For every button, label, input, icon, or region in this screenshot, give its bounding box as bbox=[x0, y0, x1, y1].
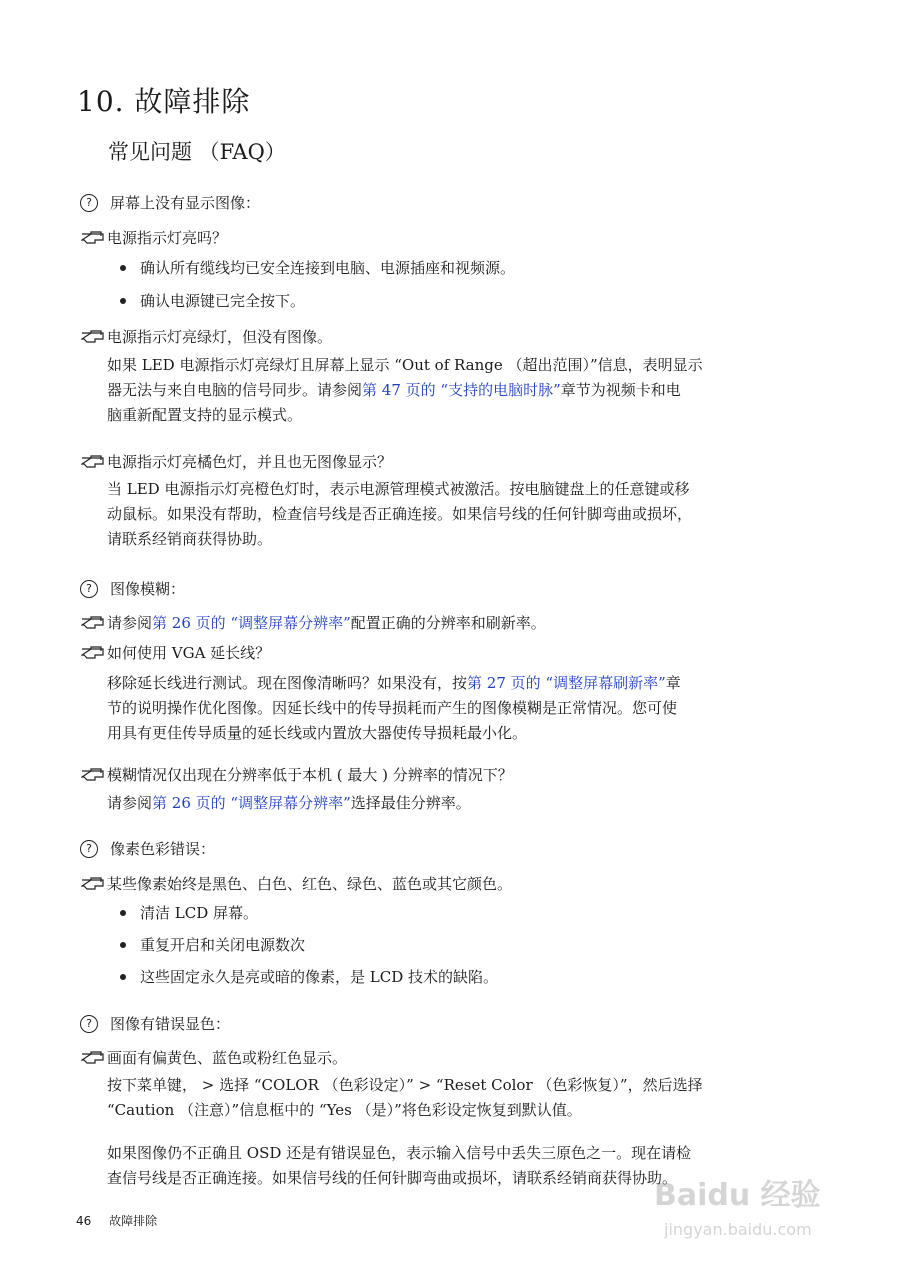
question-circle-icon: ? bbox=[80, 1015, 98, 1033]
question-circle-icon: ? bbox=[80, 194, 98, 212]
hint bbox=[81, 873, 512, 894]
paragraph bbox=[107, 353, 819, 428]
paragraph-line: 请参阅 bbox=[107, 794, 153, 812]
hint-text: 配置正确的分辨率和刷新率。 bbox=[350, 614, 546, 632]
paragraph-line: 选择最佳分辨率。 bbox=[350, 794, 471, 812]
watermark-brand: Baidu 经验 bbox=[654, 1178, 821, 1213]
bullet-text: 清洁 LCD 屏幕。 bbox=[140, 904, 259, 922]
question-circle-icon: ? bbox=[80, 580, 98, 598]
bullet-dot bbox=[120, 910, 126, 916]
hint bbox=[81, 1047, 347, 1068]
hint-text: 如何使用 VGA 延长线？ bbox=[107, 644, 271, 662]
bullet-text: 确认所有缆线均已安全连接到电脑、电源插座和视频源。 bbox=[140, 259, 516, 277]
hint bbox=[81, 642, 270, 663]
hint-text: 画面有偏黄色、蓝色或粉红色显示。 bbox=[107, 1049, 348, 1067]
footer-section: 故障排除 bbox=[109, 1214, 158, 1228]
hint-text: 电源指示灯亮绿灯，但没有图像。 bbox=[107, 328, 333, 346]
question-text: 图像模糊： bbox=[110, 580, 186, 598]
page-link-adjust-resolution[interactable]: 第 26 页的 “调整屏幕分辨率” bbox=[152, 794, 351, 812]
paragraph bbox=[107, 1073, 819, 1123]
paragraph-line: 按下菜单键， > 选择 “COLOR （色彩设定）” > “Reset Color （色彩恢复）”，然后选择 bbox=[107, 1076, 703, 1094]
paragraph-line: 移除延长线进行测试。现在图像清晰吗？如果没有，按 bbox=[107, 674, 468, 692]
bullet-item bbox=[120, 902, 258, 923]
watermark-url: jingyan.baidu.com bbox=[664, 1220, 812, 1239]
question-text: 像素色彩错误： bbox=[110, 840, 216, 858]
bullet-dot bbox=[120, 298, 126, 304]
hint bbox=[81, 764, 513, 785]
pointing-hand-icon bbox=[81, 1051, 105, 1065]
paragraph-line: 用具有更佳传导质量的延长线或内置放大器使传导损耗最小化。 bbox=[107, 724, 528, 742]
paragraph bbox=[107, 477, 819, 552]
paragraph-line: “Caution （注意）”信息框中的 “Yes （是）”将色彩设定恢复到默认值。 bbox=[107, 1101, 582, 1119]
paragraph-line: 节的说明操作优化图像。因延长线中的传导损耗而产生的图像模糊是正常情况。您可使 bbox=[107, 699, 678, 717]
question-text: 屏幕上没有显示图像： bbox=[110, 194, 261, 212]
bullet-dot bbox=[120, 974, 126, 980]
pointing-hand-icon bbox=[81, 330, 105, 344]
page-link-refresh-rate[interactable]: 第 27 页的 “调整屏幕刷新率” bbox=[467, 674, 666, 692]
paragraph-line: 如果图像仍不正确且 OSD 还是有错误显色，表示输入信号中丢失三原色之一。现在请检 bbox=[107, 1144, 692, 1162]
baidu-watermark bbox=[644, 1160, 844, 1250]
paragraph-line: 动鼠标。如果没有帮助，检查信号线是否正确连接。如果信号线的任何针脚弯曲或损坏， bbox=[107, 505, 693, 523]
question-text: 图像有错误显色： bbox=[110, 1015, 231, 1033]
bullet-item bbox=[120, 966, 498, 987]
faq-question bbox=[80, 1013, 230, 1034]
pointing-hand-icon bbox=[81, 768, 105, 782]
bullet-item bbox=[120, 257, 515, 278]
page-link-supported-timing[interactable]: 第 47 页的 “支持的电脑时脉” bbox=[362, 381, 561, 399]
hint bbox=[81, 612, 546, 633]
hint bbox=[81, 227, 227, 248]
paragraph-line: 脑重新配置支持的显示模式。 bbox=[107, 406, 303, 424]
hint-text: 某些像素始终是黑色、白色、红色、绿色、蓝色或其它颜色。 bbox=[107, 875, 513, 893]
pointing-hand-icon bbox=[81, 877, 105, 891]
paragraph-line: 当 LED 电源指示灯亮橙色灯时，表示电源管理模式被激活。按电脑键盘上的任意键或移 bbox=[107, 480, 690, 498]
hint-text: 请参阅 bbox=[107, 614, 153, 632]
hint-text: 模糊情况仅出现在分辨率低于本机 ( 最大 ) 分辨率的情况下？ bbox=[107, 766, 513, 784]
bullet-dot bbox=[120, 265, 126, 271]
pointing-hand-icon bbox=[81, 231, 105, 245]
hint-text: 电源指示灯亮吗？ bbox=[107, 229, 228, 247]
bullet-text: 确认电源键已完全按下。 bbox=[140, 292, 306, 310]
bullet-text: 这些固定永久是亮或暗的像素，是 LCD 技术的缺陷。 bbox=[140, 968, 499, 986]
question-circle-icon: ? bbox=[80, 840, 98, 858]
pointing-hand-icon bbox=[81, 455, 105, 469]
page-footer bbox=[76, 1212, 171, 1229]
paragraph-line: 器无法与来自电脑的信号同步。请参阅 bbox=[107, 381, 363, 399]
paragraph bbox=[107, 671, 819, 746]
paragraph bbox=[107, 791, 819, 816]
page-number: 46 bbox=[76, 1214, 92, 1228]
section-title: 常见问题 （FAQ） bbox=[108, 140, 286, 164]
paragraph-line: 查信号线是否正确连接。如果信号线的任何针脚弯曲或损坏，请联系经销商获得协助。 bbox=[107, 1169, 678, 1187]
bullet-item bbox=[120, 290, 305, 311]
hint bbox=[81, 326, 332, 347]
page-link-adjust-resolution[interactable]: 第 26 页的 “调整屏幕分辨率” bbox=[152, 614, 351, 632]
bullet-text: 重复开启和关闭电源数次 bbox=[140, 936, 306, 954]
chapter-title: 10. 故障排除 bbox=[77, 85, 251, 118]
paragraph-line: 如果 LED 电源指示灯亮绿灯且屏幕上显示 “Out of Range （超出范围）”信息，表明显示 bbox=[107, 356, 703, 374]
faq-question bbox=[80, 578, 185, 599]
hint bbox=[81, 451, 392, 472]
paragraph-line: 请联系经销商获得协助。 bbox=[107, 530, 273, 548]
faq-question bbox=[80, 838, 215, 859]
pointing-hand-icon bbox=[81, 616, 105, 630]
bullet-dot bbox=[120, 942, 126, 948]
bullet-item bbox=[120, 934, 305, 955]
paragraph-line: 章节为视频卡和电 bbox=[560, 381, 681, 399]
hint-text: 电源指示灯亮橘色灯，并且也无图像显示？ bbox=[107, 453, 393, 471]
pointing-hand-icon bbox=[81, 646, 105, 660]
paragraph-line: 章 bbox=[665, 674, 681, 692]
faq-question bbox=[80, 192, 260, 213]
